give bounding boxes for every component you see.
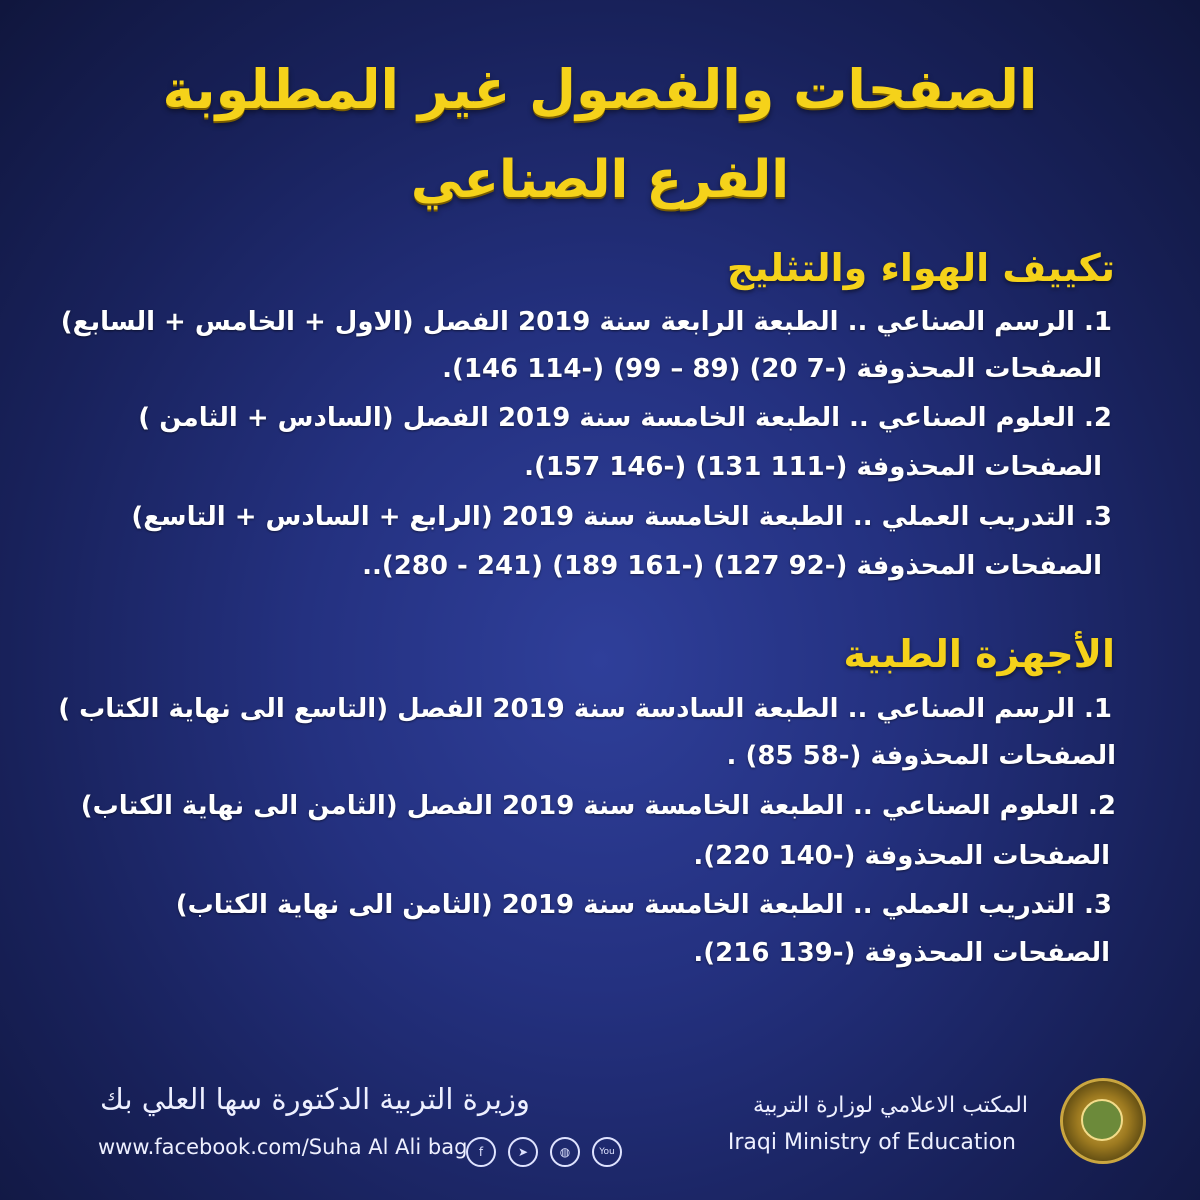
medical-item-1-title: 1. الرسم الصناعي .. الطبعة السادسة سنة 2019 الفصل (التاسع الى نهاية الكتاب ) [58,694,1112,724]
hvac-item-2-title: 2. العلوم الصناعي .. الطبعة الخامسة سنة 2019 الفصل (السادس + الثامن ) [138,403,1112,433]
media-office-ar: المكتب الاعلامي لوزارة التربية [752,1093,1028,1118]
hvac-item-1-pages: الصفحات المحذوفة (-7 20) (89 – 99) (-114 146). [442,354,1102,384]
hvac-item-1-title: 1. الرسم الصناعي .. الطبعة الرابعة سنة 2019 الفصل (الاول + الخامس + السابع) [60,307,1112,337]
facebook-url[interactable]: www.facebook.com/Suha Al Ali bag [98,1135,468,1159]
medical-item-3-pages: الصفحات المحذوفة (-139 216). [693,938,1110,968]
medical-item-3-title: 3. التدريب العملي .. الطبعة الخامسة سنة 2019 (الثامن الى نهاية الكتاب) [175,890,1112,920]
media-office-en: Iraqi Ministry of Education [727,1130,1016,1155]
facebook-icon[interactable]: f [466,1137,496,1167]
hvac-item-3-title: 3. التدريب العملي .. الطبعة الخامسة سنة 2019 (الرابع + السادس + التاسع) [131,502,1112,532]
ministry-seal-icon [1060,1078,1146,1164]
section-heading-medical: الأجهزة الطبية [843,632,1115,676]
hvac-item-3-pages: الصفحات المحذوفة (-92 127) (-161 189) (241 - 280).. [362,551,1102,581]
section-heading-hvac: تكييف الهواء والتثليج [726,246,1115,290]
main-title: الصفحات والفصول غير المطلوبة [162,58,1038,121]
globe-icon[interactable]: ◍ [550,1137,580,1167]
medical-item-2-pages: الصفحات المحذوفة (-140 220). [693,841,1110,871]
sub-title: الفرع الصناعي [410,150,790,210]
hvac-item-2-pages: الصفحات المحذوفة (-111 131) (-146 157). [524,452,1102,482]
minister-name: وزيرة التربية الدكتورة سها العلي بك [100,1082,530,1116]
medical-item-1-pages: الصفحات المحذوفة (-58 85) . [726,741,1116,771]
telegram-icon[interactable]: ➤ [508,1137,538,1167]
social-icons [466,1137,622,1167]
medical-item-2-title: 2. العلوم الصناعي .. الطبعة الخامسة سنة 2019 الفصل (الثامن الى نهاية الكتاب) [80,791,1116,821]
youtube-icon[interactable]: You [592,1137,622,1167]
